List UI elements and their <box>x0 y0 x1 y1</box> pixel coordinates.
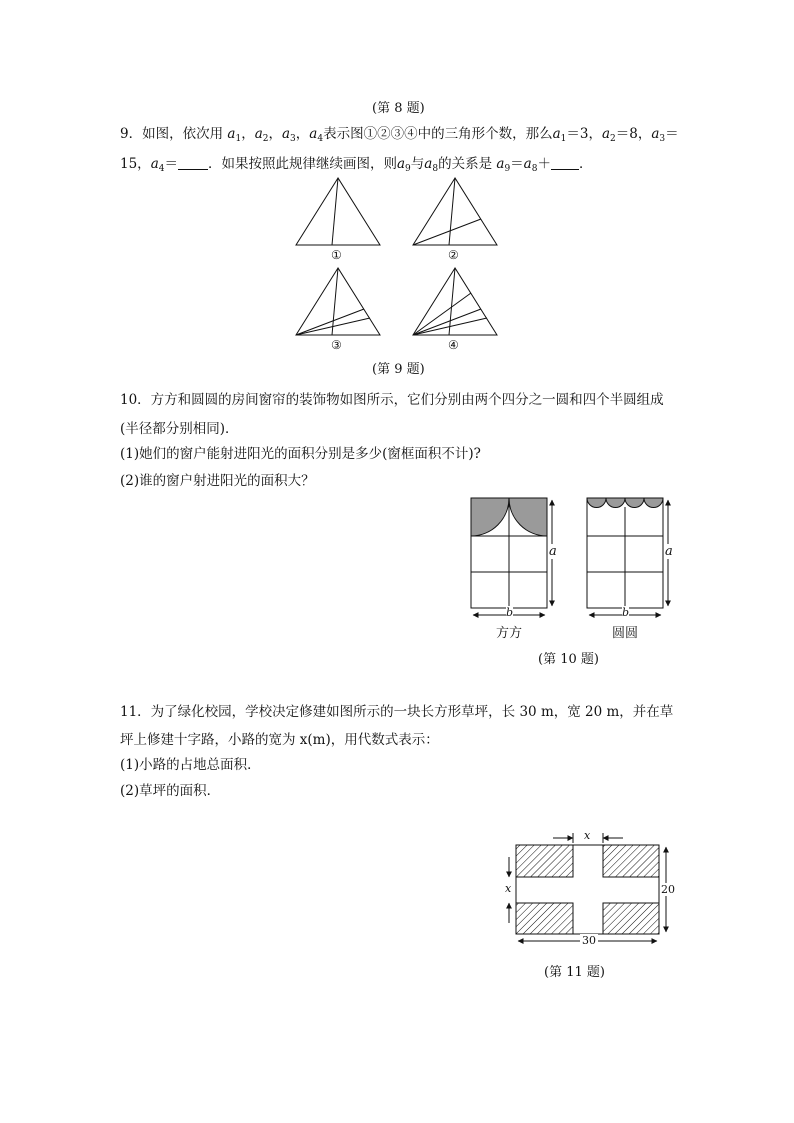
q11-part-2: (2)草坪的面积． <box>120 783 221 799</box>
q11-line-2: 坪上修建十字路，小路的宽为 x(m)，用代数式表示： <box>120 732 439 748</box>
q10-line-1: 10．方方和圆圆的房间窗帘的装饰物如图所示，它们分别由两个四分之一圆和四个半圆组成 <box>120 392 664 408</box>
q11-label-30: 30 <box>582 934 596 947</box>
fig-label-2: ② <box>448 248 459 262</box>
q11-label-x-left: x <box>505 882 512 895</box>
q10-part-2: (2)谁的窗户射进阳光的面积大？ <box>120 473 315 489</box>
fangfang-label-b: b <box>506 606 514 619</box>
q10-line-2: (半径都分别相同)． <box>120 421 239 437</box>
q11-line-1: 11．为了绿化校园，学校决定修建如图所示的一块长方形草坪，长 30 m，宽 20 m，并在草 <box>120 704 674 720</box>
yuanyuan-label-b: b <box>622 606 630 619</box>
fig-label-1: ① <box>331 248 342 262</box>
q11-label-20: 20 <box>661 883 675 896</box>
q10-caption: (第 10 题) <box>538 652 599 667</box>
fangfang-name: 方方 <box>496 626 523 641</box>
yuanyuan-name: 圆圆 <box>612 626 639 641</box>
q8-caption: (第 8 题) <box>372 101 425 116</box>
lawn-patch-top-right <box>603 845 659 877</box>
fig-label-3: ③ <box>331 338 342 352</box>
q9-line-2: 15，$a_4=$ ．如果按照此规律继续画图，则$a_9$与$a_8$的关系是 $a_9=a_8+$ ． <box>120 156 593 174</box>
q11-label-x-top: x <box>584 829 591 842</box>
q9-caption: (第 9 题) <box>372 362 425 377</box>
q10-part-1: (1)她们的窗户能射进阳光的面积分别是多少(窗框面积不计)? <box>120 446 481 462</box>
lawn-patch-bottom-right <box>603 903 659 934</box>
q9-line-1: 9．如图，依次用 $a_1$，$a_2$，$a_3$，$a_4$表示图①②③④中的三角形个数，那么$a_1=3$，$a_2=8$，$a_3=$ <box>120 126 679 144</box>
fangfang-label-a: a <box>549 544 557 559</box>
yuanyuan-label-a: a <box>665 544 673 559</box>
fig-label-4: ④ <box>448 338 459 352</box>
lawn-patch-bottom-left <box>516 903 573 934</box>
lawn-patch-top-left <box>516 845 573 877</box>
q11-part-1: (1)小路的占地总面积． <box>120 757 261 773</box>
q11-caption: (第 11 题) <box>544 965 605 980</box>
